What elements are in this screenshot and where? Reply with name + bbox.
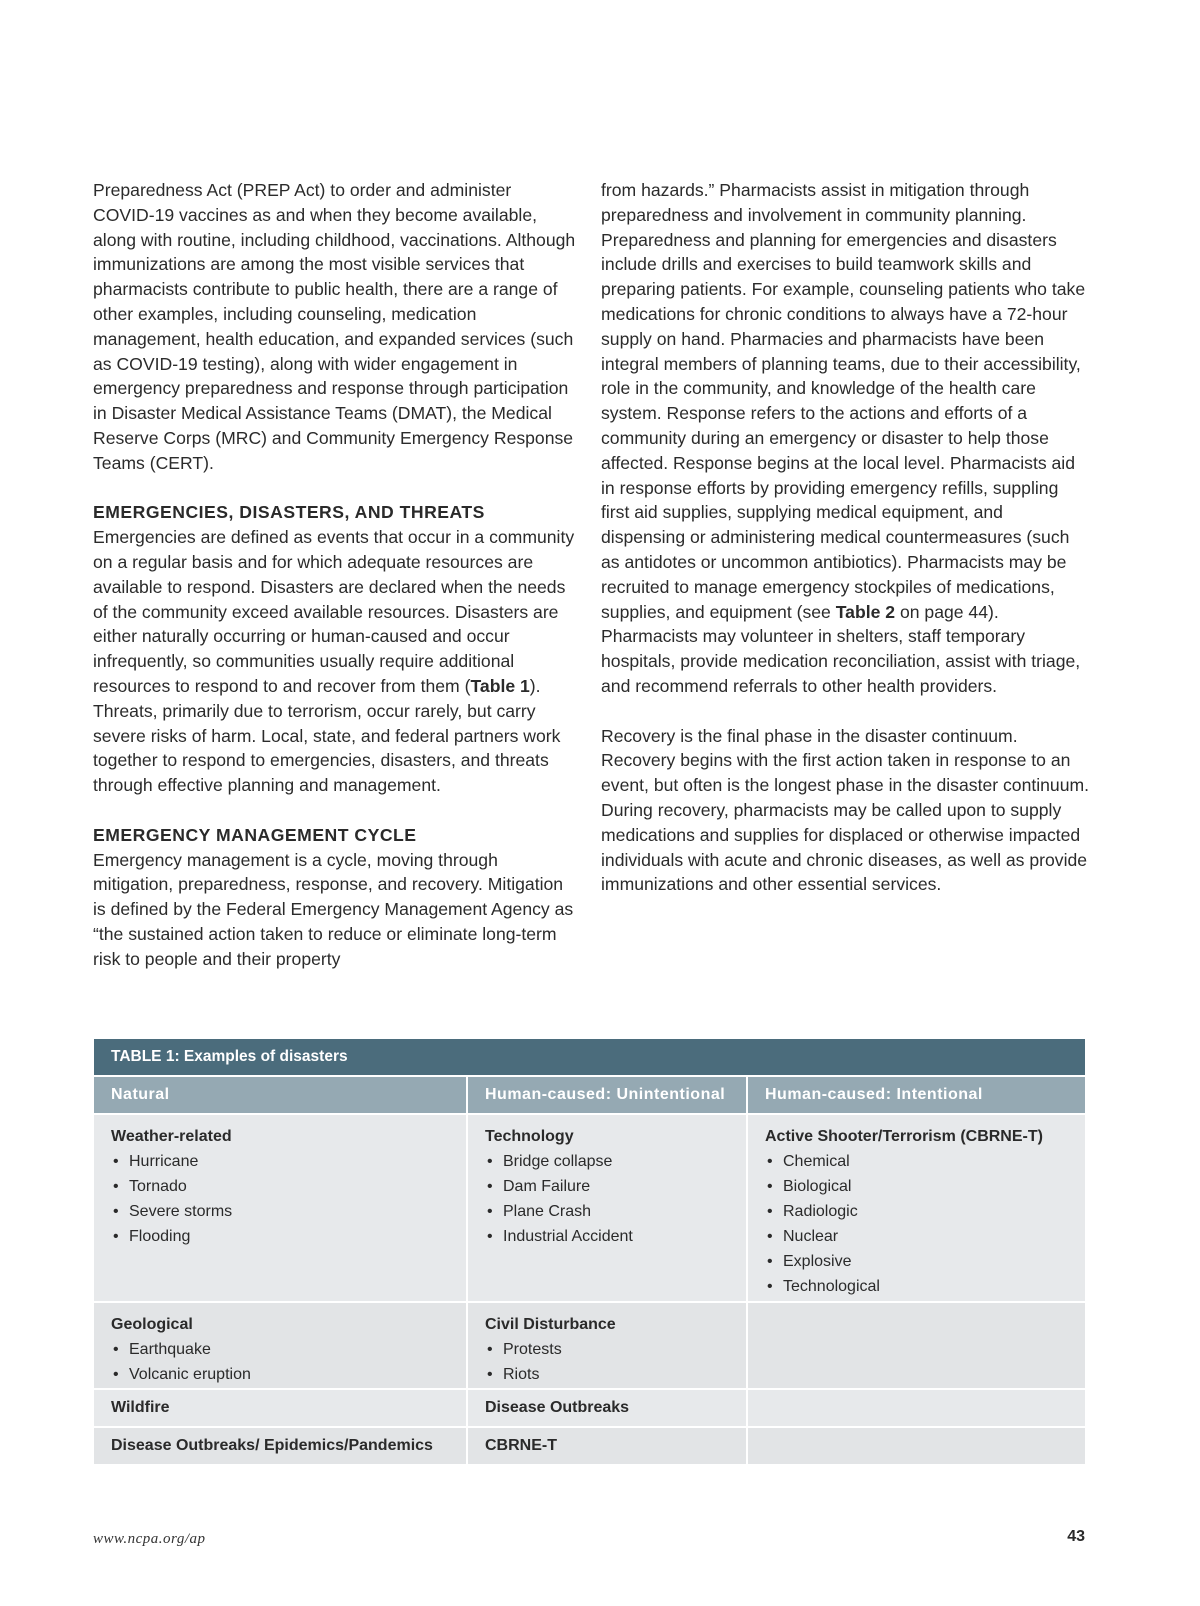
cell-title: CBRNE-T xyxy=(485,1437,557,1454)
table-header-natural: Natural xyxy=(94,1077,466,1113)
list-item: • Biological xyxy=(765,1174,1085,1199)
list-item: • Plane Crash xyxy=(485,1199,746,1224)
table-cell xyxy=(468,1115,746,1301)
list-item: • Technological xyxy=(765,1274,1085,1299)
table-cell-empty xyxy=(748,1303,1085,1388)
table-header-intentional: Human-caused: Intentional xyxy=(748,1077,1085,1113)
paragraph: Preparedness Act (PREP Act) to order and administer COVID-19 vaccines as and when they become available, along with routine, including childhood, vaccinations. Although immunizations are among the most visible services that pharmacists contribute to public health, there are a range of other examples, including counseling, medication management, health education, and expanded services (such as COVID-19 testing), along with wider engagement in emergency preparedness and response through participation in Disaster Medical Assistance Teams (DMAT), the Medical Reserve Corps (MRC) and Community Emergency Response Teams (CERT). xyxy=(93,180,576,473)
paragraph: Emergency management is a cycle, moving through mitigation, preparedness, response, and recovery. Mitigation is defined by the Federal Emergency Management Agency as “the sustained action taken to reduce or eliminate long-term risk to people and their property xyxy=(93,849,574,969)
table-cell-empty xyxy=(748,1428,1085,1464)
list-item: • Chemical xyxy=(765,1149,1085,1174)
table-reference: Table 2 xyxy=(835,601,896,622)
table-cell xyxy=(468,1428,746,1464)
list-item: • Industrial Accident xyxy=(485,1224,746,1249)
right-text-column xyxy=(601,178,1091,897)
section-heading-cycle: EMERGENCY MANAGEMENT CYCLE xyxy=(93,824,417,845)
list-item: • Radiologic xyxy=(765,1199,1085,1224)
list-item: • Volcanic eruption xyxy=(111,1362,466,1387)
list-item: • Tornado xyxy=(111,1174,466,1199)
table-cell xyxy=(94,1115,466,1301)
cell-title: Active Shooter/Terrorism (CBRNE-T) xyxy=(765,1128,1043,1145)
table-cell xyxy=(468,1303,746,1388)
paragraph: Recovery is the final phase in the disaster continuum. Recovery begins with the first action taken in response to an event, but often is the longest phase in the disaster continuum. During recovery, pharmacists may be called upon to supply medications and supplies for displaced or otherwise impacted individuals with acute and chronic diseases, as well as provide immunizations and other essential services. xyxy=(601,725,1090,895)
page-number: 43 xyxy=(1067,1528,1085,1545)
table-cell-empty xyxy=(748,1390,1085,1426)
footer-url: www.ncpa.org/ap xyxy=(93,1531,206,1547)
table-caption: TABLE 1: Examples of disasters xyxy=(94,1039,1085,1075)
cell-title: Disease Outbreaks/ Epidemics/Pandemics xyxy=(111,1437,433,1454)
list-item: • Earthquake xyxy=(111,1337,466,1362)
cell-title: Wildfire xyxy=(111,1399,170,1416)
left-text-column xyxy=(93,178,576,972)
cell-title: Civil Disturbance xyxy=(485,1316,616,1333)
table-cell xyxy=(94,1303,466,1388)
table-cell xyxy=(468,1390,746,1426)
cell-title: Technology xyxy=(485,1128,574,1145)
table-reference: Table 1 xyxy=(470,675,530,696)
paragraph: from hazards.” Pharmacists assist in mitigation through preparedness and involvement in community planning. Preparedness and planning for emergencies and disasters include drills and exercises to build teamwork skills and preparing patients. For example, counseling patients who take medications for chronic conditions to always have a 72-hour supply on hand. Pharmacies and pharmacists have been integral members of planning teams, due to their accessibility, role in the community, and knowledge of the health care system. Response refers to the actions and efforts of a community during an emergency or disaster to help those affected. Response begins at the local level. Pharmacists aid in response efforts by providing emergency refills, suppling first aid supplies, supplying medical equipment, and dispensing or administering medical countermeasures (such as antidotes or uncommon antibiotics). Pharmacists may be recruited to manage emergency stockpiles of medications, supplies, and equipment (see Table 2 on page 44). Pharmacists may volunteer in shelters, staff temporary hospitals, provide medication reconciliation, assist with triage, and recommend referrals to other health providers. xyxy=(601,180,1086,696)
list-item: • Nuclear xyxy=(765,1224,1085,1249)
list-item: • Protests xyxy=(485,1337,746,1362)
list-item: • Dam Failure xyxy=(485,1174,746,1199)
table-header-unintentional: Human-caused: Unintentional xyxy=(468,1077,746,1113)
list-item: • Riots xyxy=(485,1362,746,1387)
table-cell xyxy=(94,1390,466,1426)
list-item: • Flooding xyxy=(111,1224,466,1249)
cell-title: Geological xyxy=(111,1316,193,1333)
section-heading-emergencies: EMERGENCIES, DISASTERS, AND THREATS xyxy=(93,502,485,523)
cell-title: Disease Outbreaks xyxy=(485,1399,630,1416)
table-cell xyxy=(94,1428,466,1464)
cell-title: Weather-related xyxy=(111,1128,232,1145)
list-item: • Explosive xyxy=(765,1249,1085,1274)
list-item: • Hurricane xyxy=(111,1149,466,1174)
list-item: • Severe storms xyxy=(111,1199,466,1224)
paragraph: Emergencies are defined as events that occur in a community on a regular basis and for which adequate resources are available to respond. Disasters are declared when the needs of the community exceed available resources. Disasters are either naturally occurring or human-caused and occur infrequently, so communities usually require additional resources to respond to and recover from them (Table 1). Threats, primarily due to terrorism, occur rarely, but carry severe risks of harm. Local, state, and federal partners work together to respond to emergencies, disasters, and threats through effective planning and management. xyxy=(93,527,575,796)
table-cell xyxy=(748,1115,1085,1301)
list-item: • Bridge collapse xyxy=(485,1149,746,1174)
